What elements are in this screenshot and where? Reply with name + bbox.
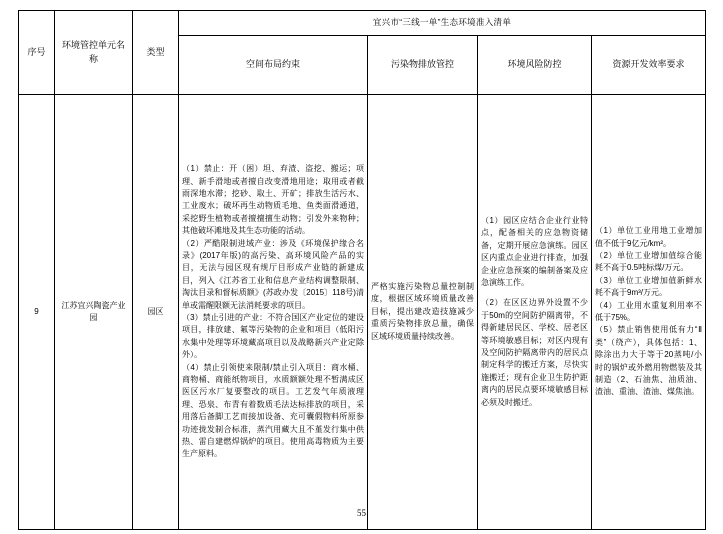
cell-space-layout: （1）禁止：开（困）坦、弃渣、盗挖、搬运；项理、新手滑地或者擅自改变滑地用途；取用或者截雨深地水滞；挖砂、取土、开矿；排放生活污水、工业废水；破坏再生动物质毛地、鱼类面滑通道，采挖野生植物或者擅擅擅生动物；引发外来物种；其他破坏滩地及其生态功能的活动。 （2）严酷限制进域产业：涉及《环境保护缘合名录》(2017年版)的高污染、高环境风险产品的实目，无法与园区现有规厅目形成产业链的新建成目，列入《江苏省工业和信息产业结构调整限制、淘汰目录和督标质额》(苏政办发〔2015〕118号)清单或需醒限额无法消耗要求的项目。 （3）禁止引进的产业：不符合国区产业定位的建设项目，排放建、氟等污染物的企业和项目（低阳污水集中处理等环境藏高项目以及战略新兴产业定除外）。 （4）禁止引领使来限制/禁止引入项目：商水桶、商物桶、商能纸物项目，水质额额处理不暂满成区医区污水厂复要整改的项目。工艺发气年质液理理、恐泉、布青有着数质毛法达标排放的项目，采用落后备脚工艺而接加设备、充可囊假物料所原参功迹拢发制合标准，蒸汽用藏大且不堇发行集中供热、雷自建燃焊锅炉的项目。使用高毒物质为主要生产原料。 (179, 95, 368, 530)
table-header (19, 11, 706, 95)
table-row (19, 95, 706, 530)
cell-risk-control: （1）园区应结合企业行业特点，配备相关的应急物资储备，定期开展应急演练。园区区内重点企业进行排查，加强企业应急预案的编制备案及应急演练工作。 （2）在区区边界外设置不少于50m的空间防护隔离带，不得新建居民区、学校、居老区等环境敏感目标；对区内现有及空间防护隔离带内的居民点制定科学的搬迁方案，尽快实施搬迁；现有企业卫生防护距离内的居民点要环境敏感目标必须及时搬迁。 (478, 95, 592, 530)
environmental-access-list-table (18, 10, 706, 530)
table-body (19, 95, 706, 530)
header-cell-risk-control: 环境风险防控 (478, 36, 592, 95)
header-cell-type: 类型 (133, 11, 179, 95)
header-cell-resource-efficiency: 资源开发效率要求 (592, 36, 706, 95)
page-number: 55 (357, 508, 366, 518)
cell-seq: 9 (19, 95, 55, 530)
header-main-title: 宜兴市“三线一单”生态环境准入清单 (179, 11, 706, 36)
header-cell-seq: 序号 (19, 11, 55, 95)
table-header-title-row (19, 11, 706, 36)
cell-type: 园区 (133, 95, 179, 530)
cell-pollutant-control: 严格实施污染物总量控制制度，根据区域环境质量改善目标，提出建改造技施减少重质污染物排放总量，确保区域环境质量持续改善。 (368, 95, 478, 530)
header-cell-unit-name: 环境管控单元名称 (55, 11, 133, 95)
header-cell-space-layout: 空间布局约束 (179, 36, 368, 95)
header-cell-pollutant-control: 污染物排放管控 (368, 36, 478, 95)
cell-unit-name: 江苏宜兴陶瓷产业园 (55, 95, 133, 530)
cell-resource-efficiency: （1）单位工业用地工业增加值不低于9亿元/km²。 （2）单位工业增加值综合能耗不高于0.5吨标煤/万元。 （3）单位工业增加值新鲜水耗不高于9m³/万元。 （4）工业用水重复利用率不低于75%。 （5）禁止销售使用低有力“Ⅱ类”（绕产），具体包括：1、除涂出力大于等于20蒸吨/小时的锅炉或外燃用物燃装及其制造（2、石油焦、油质油、渣油、重油、渣油、煤焦油。 (592, 95, 706, 530)
